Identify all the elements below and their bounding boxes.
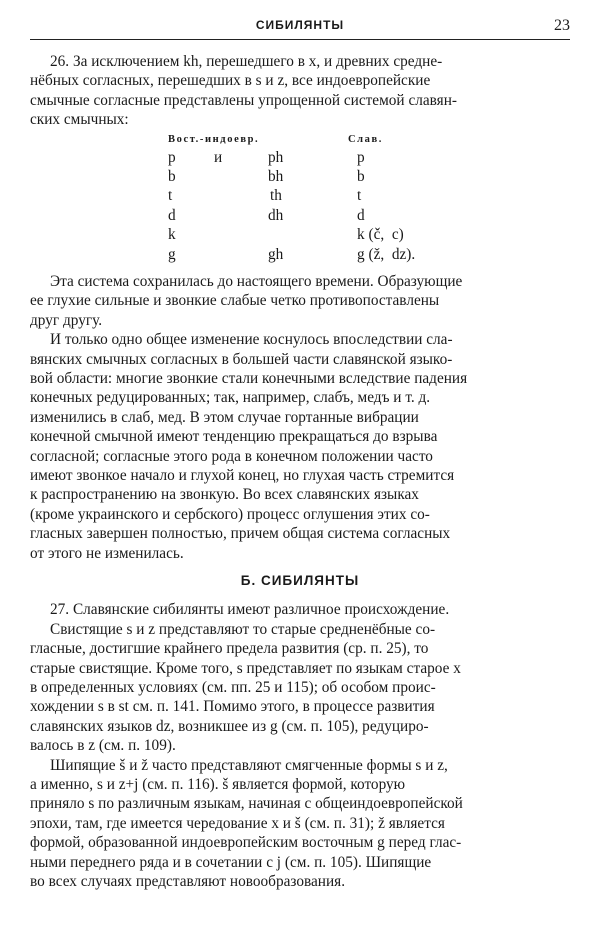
cell-ie-2: bh [268,168,284,185]
text-line: 26. За исключением kh, перешедшего в x, и древних средне- [50,53,443,70]
cell-ie-1: p [168,148,176,166]
text-line: согласной; согласные этого рода в конечном положении часто [30,447,433,465]
text-line: ее глухие сильные и звонкие слабые четко противопоставлены [30,292,440,310]
header-rule [30,39,570,40]
cell-slavic: p [357,148,365,166]
cell-ie-1: b [168,168,176,185]
text-line: нёбных согласных, перешедших в s и z, все индоевропейские [30,72,431,90]
running-head [30,18,570,44]
running-title: СИБИЛЯНТЫ [255,18,345,32]
text-line: валось в z (см. п. 109). [30,737,176,755]
cell-ie-1: t [168,187,173,205]
cell-slavic: k (č, c) [357,226,404,244]
cell-ie-2: gh [268,245,284,263]
text-line: гласные, достигшие крайнего предела развития (ср. п. 25), то [30,640,429,658]
text-line: в определенных условиях (см. пп. 25 и 115); об особом проис- [30,679,436,696]
cell-ie-1: k [168,226,176,244]
text-line: вой области: многие звонкие стали конечными вследствие падения [30,370,468,387]
cell-ie-2: dh [268,206,284,224]
text-line: Эта система сохранилась до настоящего времени. Образующие [50,273,463,290]
text-line: ских смычных: [30,111,129,129]
text-line: а именно, s и z+j (см. п. 116). š является формой, которую [30,776,406,793]
text-line: Свистящие s и z представляют то старые средненёбные со- [50,620,436,638]
text-line: формой, образованной индоевропейским восточным g перед глас- [30,834,462,852]
text-line: от этого не изменилась. [30,544,184,562]
text-line: к распространению на звонкую. Во всех славянских языках [30,486,419,504]
text-line: Шипящие š и ž часто представляют смягченные формы s и z, [50,756,448,774]
text-line: друг другу. [30,311,103,329]
cell-slavic: d [357,206,365,224]
text-line: эпохи, там, где имеется чередование x и š (см. п. 31); ž является [30,814,445,832]
text-line: гласных завершен полностью, причем общая система согласных [30,525,451,543]
text-line: приняло s по различным языкам, начиная с общеиндоевропейской [30,795,463,813]
text-line: изменились в слаб, мед. В этом случае гортанные вибрации [30,408,419,426]
text-line: во всех случаях представляют новообразования. [30,873,346,890]
column-header-east-ie: Вост.-индоевр. [168,133,260,145]
cell-ie-2: th [270,187,282,205]
column-header-slavic: Слав. [348,133,384,145]
text-line: И только одно общее изменение коснулось впоследствии сла- [50,331,453,349]
text-line: имеют звонкое начало и глухой конец, но глухая часть стремится [30,467,455,484]
text-line: смычные согласные представлены упрощенной системой славян- [30,91,457,109]
text-line: старые свистящие. Кроме того, s представляет по языкам старое x [30,659,461,677]
cell-ie-1: d [168,206,176,224]
text-line: хождении s в st см. п. 141. Помимо этого, в процессе развития [30,698,435,716]
text-line: ными переднего ряда и в сочетании с j (см. п. 105). Шипящие [30,853,432,871]
text-line: (кроме украинского и сербского) процесс оглушения этих со- [30,505,430,523]
text-line: конечных редуцированных; так, например, слабъ, медъ и т. д. [30,389,431,407]
page-number: 23 [554,17,570,34]
cell-slavic: t [357,187,362,205]
cell-ie-1: g [168,245,176,263]
text-line: славянских языков dz, возникшее из g (см. п. 105), редуциро- [30,717,429,735]
section-heading: Б. СИБИЛЯНТЫ [240,573,360,588]
cell-slavic: g (ž, dz). [357,245,416,263]
text-line: 27. Славянские сибилянты имеют различное происхождение. [50,601,450,619]
text-line: конечной смычной имеют тенденцию прекращаться до взрыва [30,428,438,446]
cell-ie-2: ph [268,148,284,166]
cell-conjunction: и [214,148,223,166]
cell-slavic: b [357,168,365,185]
text-line: вянских смычных согласных в большей части славянской языко- [30,350,453,368]
